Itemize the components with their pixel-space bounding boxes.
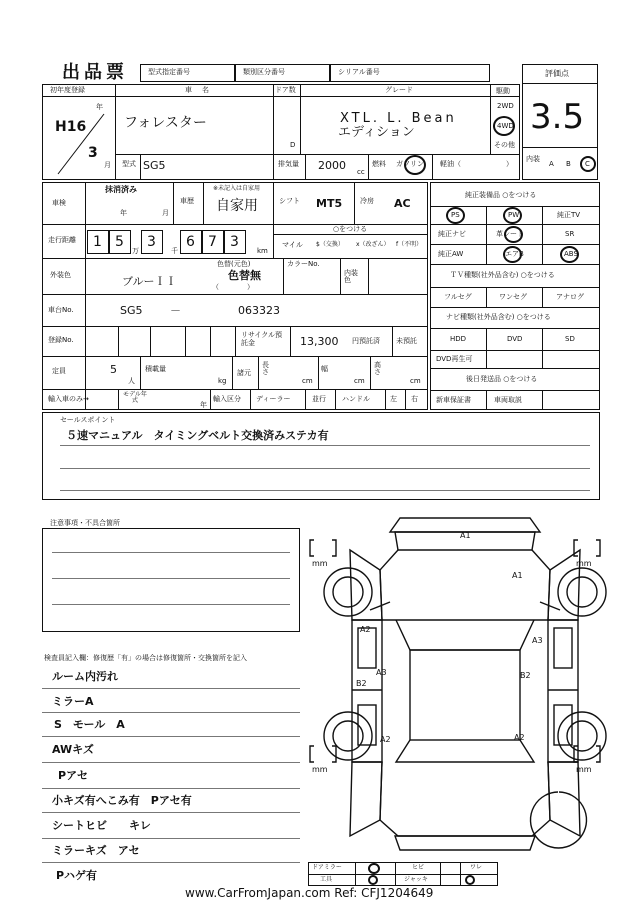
load-unit: kg bbox=[218, 377, 227, 385]
mileage-km-unit: km bbox=[257, 247, 268, 255]
mileage-man-unit: 万 bbox=[132, 247, 139, 255]
mileage-digit: 7 bbox=[208, 234, 217, 250]
recycle-unpaid: 未預託 bbox=[396, 337, 417, 345]
equip-leather-circle bbox=[504, 226, 523, 243]
inspection-label: 車検 bbox=[52, 199, 66, 207]
nav-hdd: HDD bbox=[450, 335, 467, 343]
width-unit: cm bbox=[354, 377, 365, 385]
first-reg-era: H16 bbox=[55, 119, 87, 135]
capacity-label: 定員 bbox=[52, 367, 66, 375]
first-reg-month-unit: 月 bbox=[104, 161, 111, 169]
note-item: ミラーA bbox=[52, 695, 94, 708]
mileage-digit: 3 bbox=[147, 234, 156, 250]
damage-mark: B2 bbox=[520, 671, 531, 680]
grade-label: グレード bbox=[385, 86, 413, 94]
handle-label: ハンドル bbox=[342, 395, 370, 403]
car-damage-diagram bbox=[300, 510, 610, 860]
damage-mark: A3 bbox=[532, 636, 543, 645]
fuel-diesel-close: ） bbox=[506, 160, 513, 168]
drive-4wd-circle bbox=[493, 116, 515, 136]
legend-crack: ヒビ bbox=[412, 864, 425, 871]
model-year-label: モデル年式 bbox=[123, 391, 147, 404]
equip-pw: PW bbox=[508, 211, 520, 219]
history-note: ※未記入は自家用 bbox=[213, 185, 261, 192]
damage-mark: B2 bbox=[356, 679, 367, 688]
repaint-label: 色替(元色) bbox=[217, 260, 251, 268]
height-label: 高さ bbox=[374, 361, 381, 376]
warranty-label: 新車保証書 bbox=[436, 396, 471, 404]
chassis-number: 063323 bbox=[238, 304, 280, 317]
width-label: 幅 bbox=[321, 365, 328, 373]
notes-box bbox=[42, 528, 300, 632]
recycle-label: リサイクル預託金 bbox=[241, 331, 283, 348]
first-reg-year-unit: 年 bbox=[96, 103, 103, 111]
note-item: S モール A bbox=[54, 718, 125, 731]
grade-line1: XTL. L. Bean bbox=[340, 111, 457, 126]
reg-no-label: 登録No. bbox=[48, 336, 74, 344]
color-value: ブルーＩＩ bbox=[122, 275, 177, 288]
model-cert-label: 型式指定番号 bbox=[148, 68, 190, 76]
inspection-year-unit: 年 bbox=[120, 209, 127, 217]
fuel-gasoline: ガソリン bbox=[396, 160, 424, 168]
equip-ps: PS bbox=[451, 211, 460, 219]
manual-label: 車両取説 bbox=[494, 396, 522, 404]
model-type-value: SG5 bbox=[143, 159, 166, 172]
note-item: 小キズ有へこみ有 Pアセ有 bbox=[52, 794, 192, 807]
interior-b: B bbox=[566, 160, 571, 168]
drive-4wd: 4WD bbox=[497, 122, 514, 130]
legend-door-mirror: ドアミラー bbox=[312, 864, 342, 871]
door-count-label: ドア数 bbox=[275, 86, 296, 94]
dealer-label: ディーラー bbox=[256, 395, 291, 403]
watermark: www.CarFromJapan.com Ref: CFJ1204649 bbox=[185, 886, 434, 900]
aftermarket-title: 後日発送品 ○をつける bbox=[466, 375, 538, 383]
legend-jack-mark bbox=[465, 875, 475, 885]
door-unit: D bbox=[290, 141, 296, 149]
inspection-value: 抹消済み bbox=[105, 185, 137, 194]
circle-note: ○をつける bbox=[333, 225, 368, 233]
equip-tv: 純正TV bbox=[557, 211, 581, 219]
equip-aw: 純正AW bbox=[438, 250, 464, 258]
model-year-unit: 年 bbox=[200, 401, 207, 409]
equip-ps-circle bbox=[446, 207, 465, 224]
chassis-prefix: SG5 bbox=[120, 304, 143, 317]
equip-abs-circle bbox=[560, 246, 579, 263]
interior-c-circle bbox=[580, 156, 596, 172]
note-item: ミラーキズ アセ bbox=[52, 844, 140, 857]
ac-value: AC bbox=[394, 197, 411, 210]
model-type-label: 型式 bbox=[122, 160, 136, 168]
damage-mark: A1 bbox=[512, 571, 523, 580]
equip-sr: SR bbox=[565, 230, 575, 238]
history-value: 自家用 bbox=[216, 198, 258, 214]
class-label: 類別区分番号 bbox=[243, 68, 285, 76]
equip-abs: ABS bbox=[564, 250, 578, 258]
sheet-title: 出品票 bbox=[62, 62, 128, 83]
legend-jack: ジャッキ bbox=[404, 876, 428, 883]
modify-label: x（改ざん） bbox=[356, 241, 390, 248]
parallel-label: 並行 bbox=[312, 395, 326, 403]
chassis-dash: － bbox=[170, 304, 181, 317]
fuel-gasoline-circle bbox=[404, 155, 426, 175]
interior-a: A bbox=[549, 160, 554, 168]
inspector-title: 検査員記入欄：修復歴「有」の場合は修復箇所・交換箇所を記入 bbox=[44, 654, 247, 662]
first-reg-month: 3 bbox=[88, 145, 98, 161]
dims-label: 諸元 bbox=[237, 369, 251, 377]
tv-fullseg: フルセグ bbox=[444, 293, 472, 301]
tv-oneseg: ワンセグ bbox=[499, 293, 527, 301]
mileage-label: 走行距離 bbox=[48, 236, 76, 244]
first-reg-label: 初年度登録 bbox=[50, 86, 85, 94]
equip-leather: 革シート bbox=[496, 230, 524, 238]
note-item: Pハゲ有 bbox=[56, 869, 98, 882]
note-item: ルーム内汚れ bbox=[52, 670, 118, 683]
displacement-value: 2000 bbox=[318, 159, 346, 172]
interior-label: 内装 bbox=[526, 155, 540, 163]
note-item: Pアセ bbox=[58, 769, 88, 782]
nav-dvd: DVD bbox=[507, 335, 523, 343]
serial-label: シリアル番号 bbox=[338, 68, 380, 76]
unknown-label: f（不明） bbox=[396, 241, 423, 248]
drive-other: その他 bbox=[494, 141, 515, 149]
capacity-unit: 人 bbox=[128, 377, 135, 385]
fuel-label: 燃料 bbox=[372, 160, 386, 168]
sales-point-label: セールスポイント bbox=[60, 416, 116, 424]
shift-value: MT5 bbox=[316, 197, 343, 210]
tv-analog: アナログ bbox=[556, 293, 584, 301]
displacement-label: 排気量 bbox=[278, 160, 299, 168]
nav-dvd-play: DVD再生可 bbox=[436, 355, 473, 363]
handle-right: 右 bbox=[411, 395, 418, 403]
damage-mark: A2 bbox=[360, 625, 371, 634]
import-class-label: 輸入区分 bbox=[213, 395, 241, 403]
nav-sd: SD bbox=[565, 335, 575, 343]
mileage-sen-unit: 千 bbox=[171, 247, 178, 255]
shift-label: シフト bbox=[279, 197, 300, 205]
legend-mirror-mark bbox=[368, 863, 380, 874]
equip-airbag-circle bbox=[503, 246, 522, 263]
history-label: 車歴 bbox=[180, 197, 194, 205]
mile-label: マイル bbox=[282, 241, 303, 249]
length-label: 長さ bbox=[262, 361, 269, 376]
evaluation-label: 評価点 bbox=[545, 69, 569, 78]
import-label: 輸入車のみ→ bbox=[48, 395, 89, 403]
fuel-diesel: 軽油（ bbox=[440, 160, 461, 168]
nav-type-title: ナビ種類(社外品含む) ○をつける bbox=[446, 313, 551, 321]
first-reg-slash bbox=[42, 96, 115, 180]
color-no-label: カラーNo. bbox=[287, 260, 320, 268]
damage-mark: A2 bbox=[380, 735, 391, 744]
drive-label: 駆動 bbox=[496, 87, 510, 95]
evaluation-score: 3.5 bbox=[530, 97, 585, 137]
color-label: 外装色 bbox=[50, 271, 71, 279]
repaint-value: 色替無 bbox=[228, 269, 261, 282]
grade-line2: エディション bbox=[338, 125, 415, 140]
mileage-digit: 3 bbox=[230, 234, 239, 250]
repaint-paren: （ ） bbox=[212, 283, 254, 291]
equipment-title: 純正装備品 ○をつける bbox=[465, 191, 537, 199]
sales-point-text: ５速マニュアル タイミングベルト交換済みステカ有 bbox=[66, 429, 329, 442]
recycle-value: 13,300 bbox=[300, 335, 339, 348]
mileage-digit: 5 bbox=[115, 234, 124, 250]
mm-unit: mm bbox=[312, 765, 328, 774]
capacity-value: 5 bbox=[110, 363, 117, 376]
tv-type-title: ＴＶ種類(社外品含む) ○をつける bbox=[450, 271, 555, 279]
sales-point-box bbox=[42, 412, 600, 500]
interior-c: C bbox=[585, 160, 590, 168]
note-item: AWキズ bbox=[52, 743, 94, 756]
legend-tools: 工具 bbox=[320, 876, 333, 883]
mileage-digit: 6 bbox=[186, 234, 195, 250]
damage-mark: A1 bbox=[460, 531, 471, 540]
notes-title: 注意事項・不具合箇所 bbox=[50, 519, 120, 527]
damage-mark: A2 bbox=[514, 733, 525, 742]
exchange-label: $（交換） bbox=[316, 241, 344, 248]
car-name: フォレスター bbox=[124, 115, 207, 131]
height-unit: cm bbox=[410, 377, 421, 385]
mm-unit: mm bbox=[576, 559, 592, 568]
car-name-label: 車名 bbox=[185, 86, 219, 94]
ac-label: 冷房 bbox=[360, 197, 374, 205]
mm-unit: mm bbox=[312, 559, 328, 568]
recycle-unit: 円預託済 bbox=[352, 337, 380, 345]
equip-nav: 純正ナビ bbox=[438, 230, 466, 238]
mm-unit: mm bbox=[576, 765, 592, 774]
chassis-label: 車台No. bbox=[48, 306, 74, 314]
load-label: 積載量 bbox=[145, 365, 166, 373]
note-item: シートヒビ キレ bbox=[52, 819, 151, 832]
interior-color-label: 内装色 bbox=[344, 269, 358, 284]
mileage-digit: 1 bbox=[93, 234, 102, 250]
equip-pw-circle bbox=[503, 207, 522, 224]
legend-break: ワレ bbox=[470, 864, 483, 871]
drive-2wd: 2WD bbox=[497, 102, 514, 110]
damage-mark: A3 bbox=[376, 668, 387, 677]
handle-left: 左 bbox=[390, 395, 397, 403]
legend-tools-mark bbox=[368, 875, 378, 885]
equip-airbag: エアB bbox=[505, 250, 524, 258]
inspection-month-unit: 月 bbox=[162, 209, 169, 217]
displacement-unit: cc bbox=[357, 168, 365, 176]
length-unit: cm bbox=[302, 377, 313, 385]
